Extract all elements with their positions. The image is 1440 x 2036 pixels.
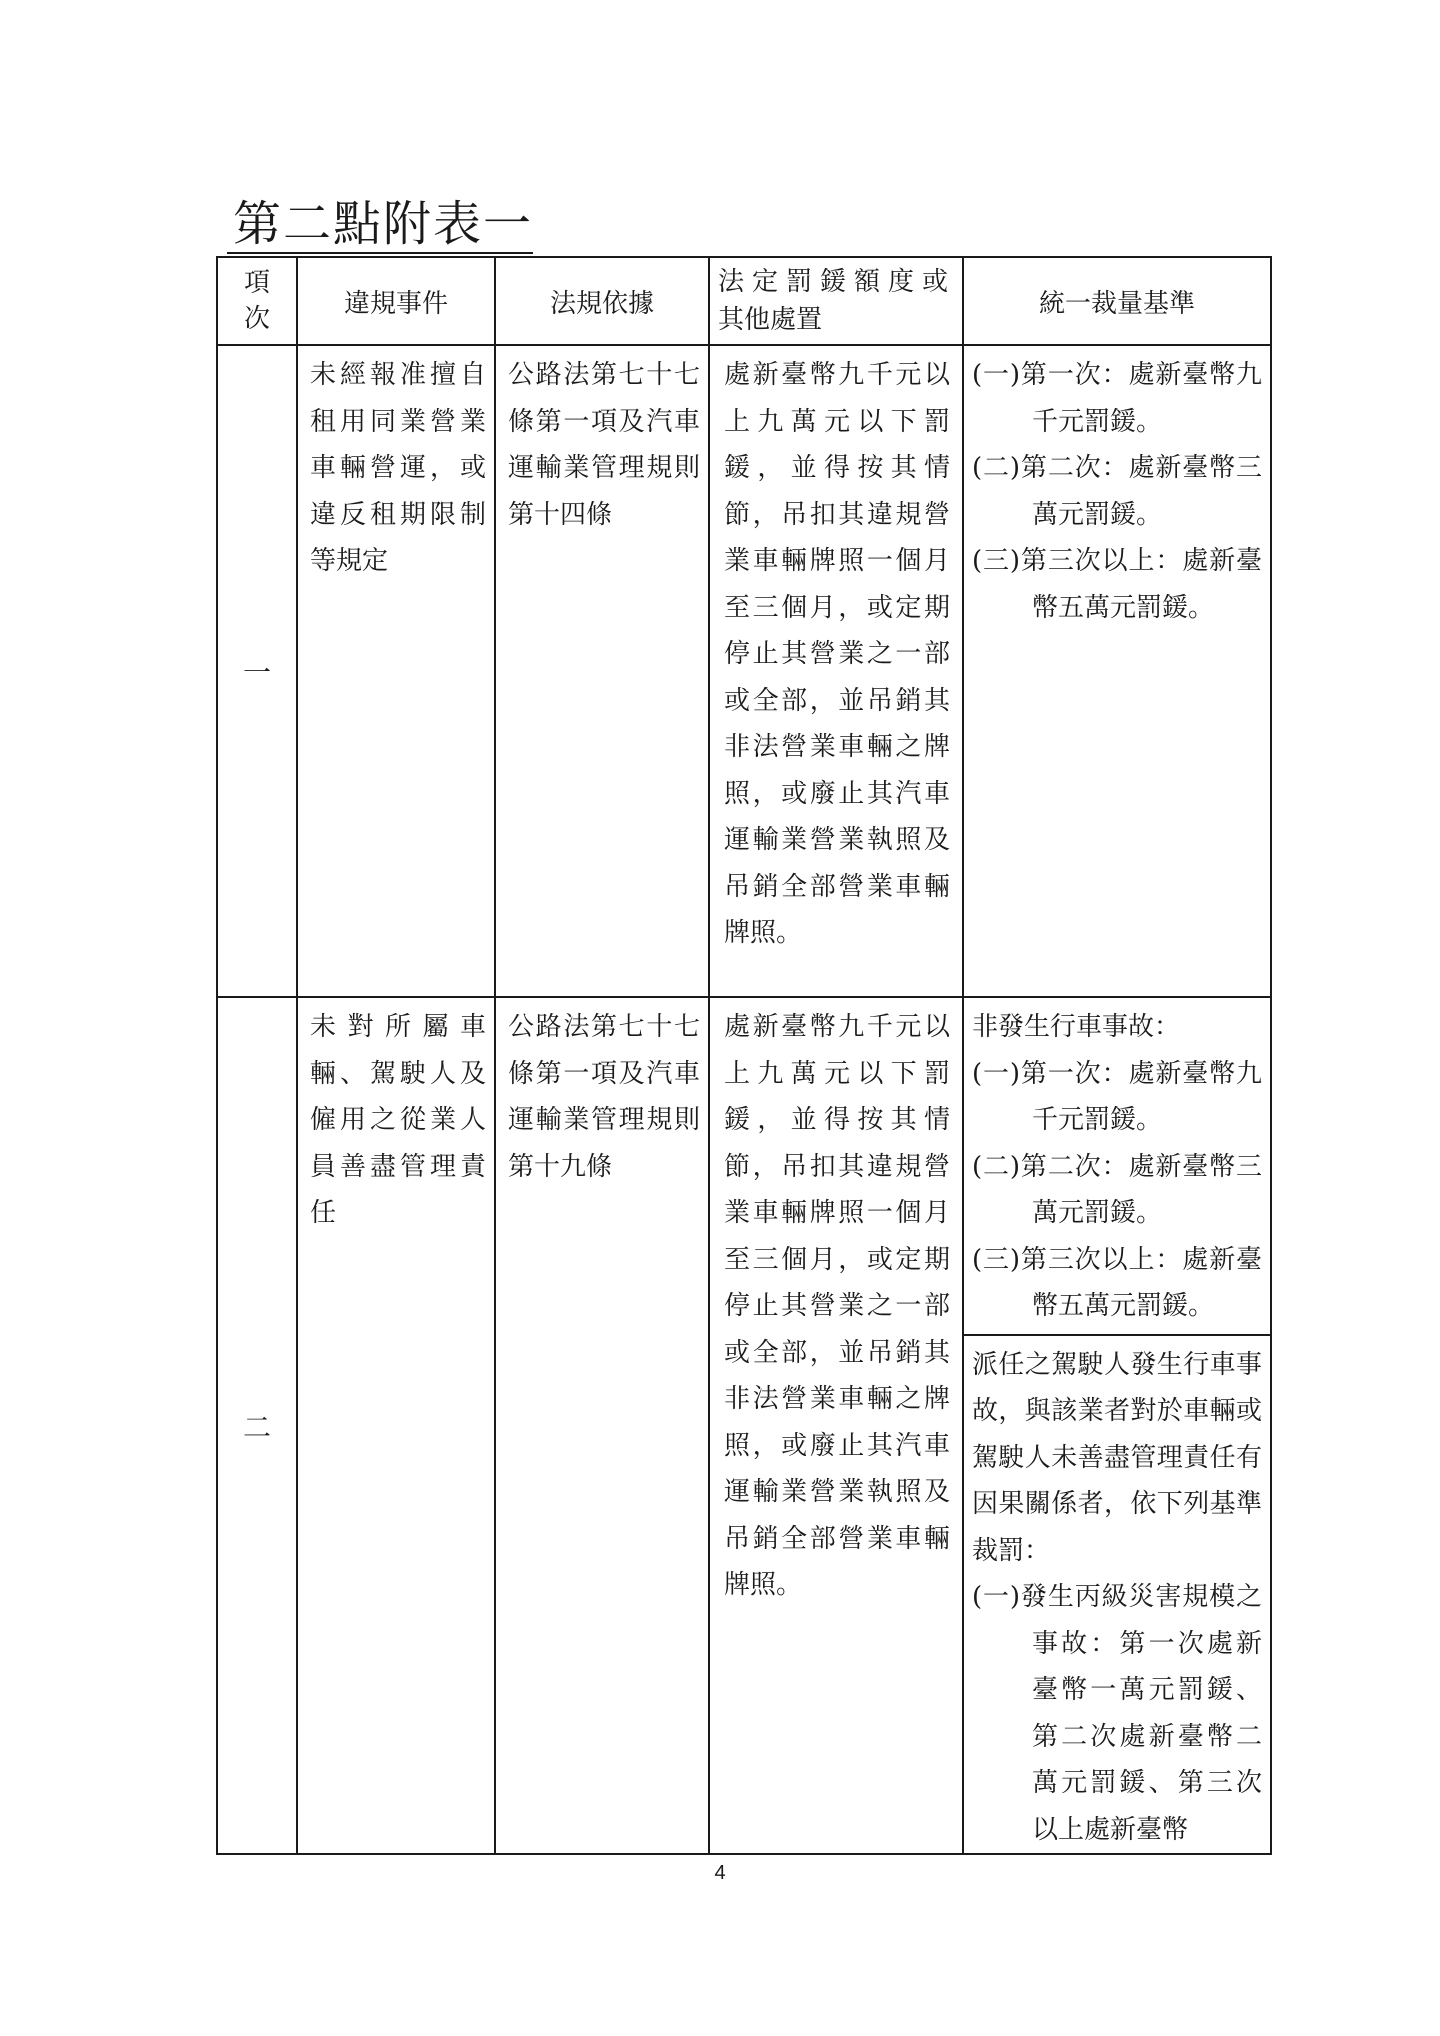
table-row bbox=[217, 345, 1271, 997]
standard-intro: 派任之駕駛人發生行車事故，與該業者對於車輛或駕駛人未善盡管理責任有因果關係者，依下列基準裁罰： bbox=[972, 1349, 1262, 1566]
legal-basis-text: 公路法第七十七條第一項及汽車運輸業管理規則第十九條 bbox=[508, 1012, 700, 1182]
header-legal-basis: 法規依據 bbox=[495, 257, 709, 345]
violation-text: 未對所屬車輛、駕駛人及僱用之從業人員善盡管理責任 bbox=[310, 1012, 486, 1228]
standard-cell bbox=[963, 997, 1271, 1854]
standard-item: (三)第三次以上：處新臺幣五萬元罰鍰。 bbox=[972, 1244, 1262, 1321]
standard-list-accident bbox=[964, 1336, 1270, 1854]
standard-intro: 非發生行車事故： bbox=[972, 1012, 1181, 1042]
standard-accident-block bbox=[964, 1334, 1270, 1854]
header-item-number-line2: 次 bbox=[243, 304, 270, 334]
header-item-number-line1: 項 bbox=[243, 268, 270, 298]
header-violation: 違規事件 bbox=[297, 257, 495, 345]
row-number: 二 bbox=[217, 997, 297, 1854]
fine-cell bbox=[709, 345, 963, 997]
violation-cell bbox=[297, 345, 495, 997]
fine-text: 處新臺幣九千元以上九萬元以下罰鍰，並得按其情節，吊扣其違規營業車輛牌照一個月至三個月，或定期停止其營業之一部或全部，並吊銷其非法營業車輛之牌照，或廢止其汽車運輸業營業執照及吊銷全部營業車輛牌照。 bbox=[724, 1012, 950, 1600]
header-item-number bbox=[217, 257, 297, 345]
standard-item: (三)第三次以上：處新臺幣五萬元罰鍰。 bbox=[972, 546, 1262, 623]
header-fine-line2: 其他處置 bbox=[718, 305, 823, 335]
violation-text: 未經報准擅自租用同業營業車輛營運，或違反租期限制等規定 bbox=[310, 360, 486, 576]
page-number: 4 bbox=[714, 1862, 726, 1884]
legal-basis-cell bbox=[495, 997, 709, 1854]
legal-basis-text: 公路法第七十七條第一項及汽車運輸業管理規則第十四條 bbox=[508, 360, 700, 530]
page-title: 第二點附表一 bbox=[233, 196, 534, 252]
header-fine-line1: 法定罰鍰額度或 bbox=[718, 267, 948, 297]
row-number: 一 bbox=[217, 345, 297, 997]
standard-list bbox=[964, 346, 1270, 631]
header-standard: 統一裁量基準 bbox=[963, 257, 1271, 345]
fine-text: 處新臺幣九千元以上九萬元以下罰鍰，並得按其情節，吊扣其違規營業車輛牌照一個月至三個月，或定期停止其營業之一部或全部，並吊銷其非法營業車輛之牌照，或廢止其汽車運輸業營業執照及吊銷全部營業車輛牌照。 bbox=[724, 360, 950, 948]
standard-cell bbox=[963, 345, 1271, 997]
fine-cell bbox=[709, 997, 963, 1854]
header-fine bbox=[709, 257, 963, 345]
standard-item: (二)第二次：處新臺幣三萬元罰鍰。 bbox=[972, 1151, 1262, 1228]
penalty-table bbox=[216, 256, 1272, 1855]
standard-list-non-accident bbox=[964, 998, 1270, 1334]
legal-basis-cell bbox=[495, 345, 709, 997]
standard-item: (一)發生丙級災害規模之事故：第一次處新臺幣一萬元罰鍰、第二次處新臺幣二萬元罰鍰、第三次以上處新臺幣 bbox=[972, 1582, 1262, 1845]
standard-item: (一)第一次：處新臺幣九千元罰鍰。 bbox=[972, 360, 1262, 437]
violation-cell bbox=[297, 997, 495, 1854]
standard-item: (一)第一次：處新臺幣九千元罰鍰。 bbox=[972, 1058, 1262, 1135]
standard-item: (二)第二次：處新臺幣三萬元罰鍰。 bbox=[972, 453, 1262, 530]
table-header-row bbox=[217, 257, 1271, 345]
table-row bbox=[217, 997, 1271, 1854]
